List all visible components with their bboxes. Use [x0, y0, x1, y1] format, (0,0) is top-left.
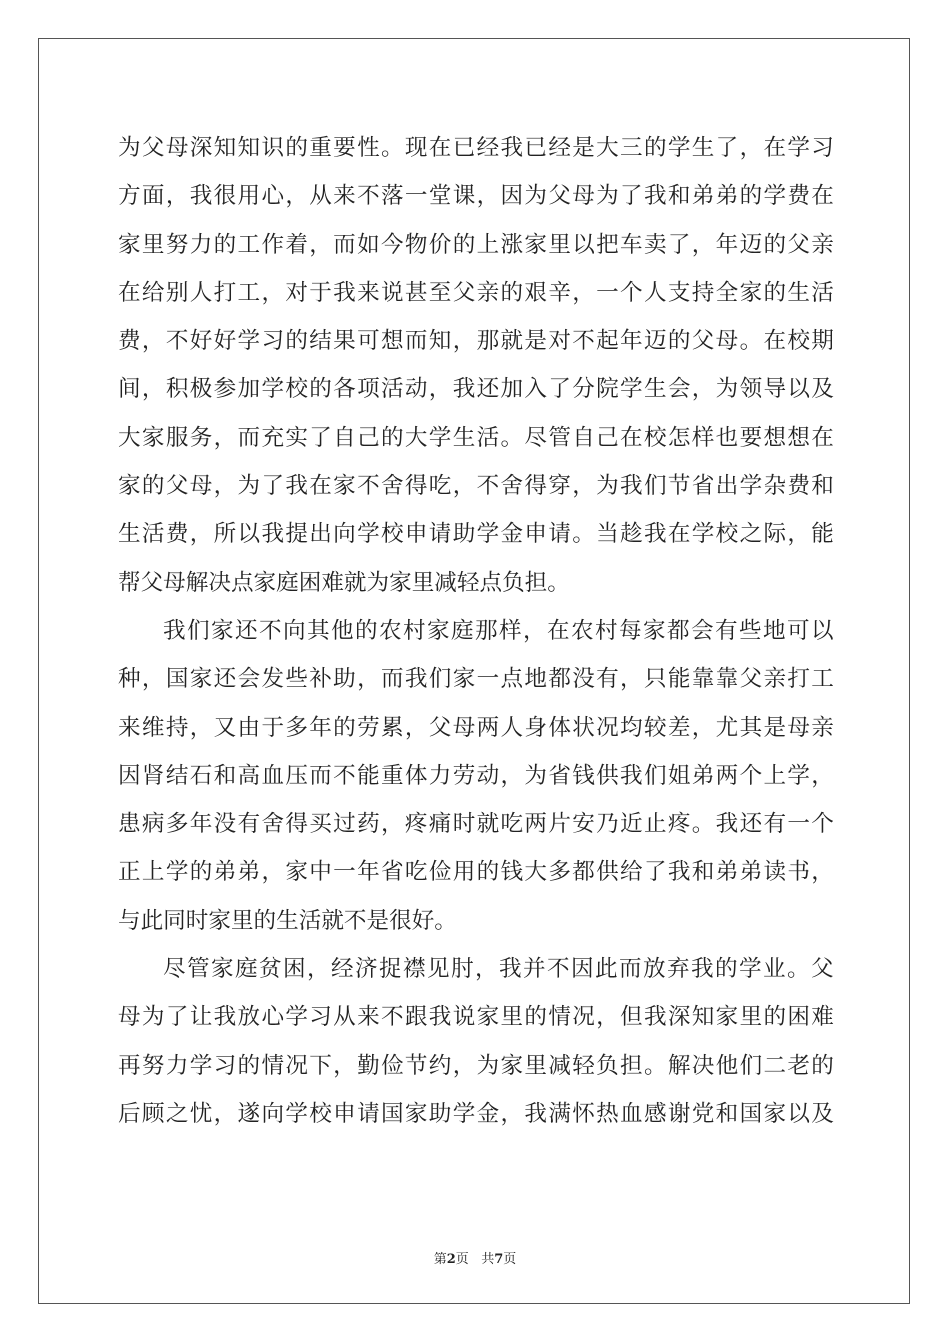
text-line: 种 ， 国 家 还 会 发 些 补 助 ， 而 我 们 家 一 点 地 都 没 有 ， 只 能 靠 靠 父 亲 打 工: [118, 666, 834, 693]
total-prefix: 共: [481, 1252, 495, 1267]
text-line: 帮父母解决点家庭困难就为家里减轻点负担。: [118, 569, 570, 596]
text-line: 间 ， 积 极 参 加 学 校 的 各 项 活 动 ， 我 还 加 入 了 分 院 学 生 会 ， 为 领 导 以 及: [118, 376, 834, 403]
text-line: 我 们 家 还 不 向 其 他 的 农 村 家 庭 那 样 ， 在 农 村 每 家 都 会 有 些 地 可 以: [163, 617, 834, 644]
text-line: 生 活 费 ， 所 以 我 提 出 向 学 校 申 请 助 学 金 申 请 。 当 趁 我 在 学 校 之 际 ， 能: [118, 521, 834, 548]
page-current: 2: [446, 1252, 456, 1267]
page-footer: [0, 1248, 950, 1267]
text-line: 家 里 努 力 的 工 作 着 ， 而 如 今 物 价 的 上 涨 家 里 以 把 车 卖 了 ， 年 迈 的 父 亲: [118, 231, 834, 258]
text-line: 费 ， 不 好 好 学 习 的 结 果 可 想 而 知 ， 那 就 是 对 不 起 年 迈 的 父 母 。 在 校 期: [118, 328, 834, 355]
text-line: 来 维 持 ， 又 由 于 多 年 的 劳 累 ， 父 母 两 人 身 体 状 况 均 较 差 ， 尤 其 是 母 亲: [118, 714, 834, 741]
text-line: 与此同时家里的生活就不是很好。: [118, 907, 457, 934]
document-body: [118, 124, 834, 1138]
text-line: 再 努 力 学 习 的 情 况 下 ， 勤 俭 节 约 ， 为 家 里 减 轻 负 担 。 解 决 他 们 二 老 的: [118, 1052, 834, 1079]
text-line: 正 上 学 的 弟 弟 ， 家 中 一 年 省 吃 俭 用 的 钱 大 多 都 供 给 了 我 和 弟 弟 读 书 ，: [118, 859, 834, 886]
text-line: 尽 管 家 庭 贫 困 ， 经 济 捉 襟 见 肘 ， 我 并 不 因 此 而 放 弃 我 的 学 业 。 父: [163, 956, 834, 983]
text-line: 母 为 了 让 我 放 心 学 习 从 来 不 跟 我 说 家 里 的 情 况 ， 但 我 深 知 家 里 的 困 难: [118, 1004, 834, 1031]
page-suffix: 页: [455, 1252, 469, 1267]
text-line: 家 的 父 母 ， 为 了 我 在 家 不 舍 得 吃 ， 不 舍 得 穿 ， 为 我 们 节 省 出 学 杂 费 和: [118, 473, 834, 500]
text-line: 因 肾 结 石 和 高 血 压 而 不 能 重 体 力 劳 动 ， 为 省 钱 供 我 们 姐 弟 两 个 上 学 ，: [118, 762, 834, 789]
page-total: 7: [494, 1252, 504, 1267]
text-line: 大 家 服 务 ， 而 充 实 了 自 己 的 大 学 生 活 。 尽 管 自 己 在 校 怎 样 也 要 想 想 在: [118, 424, 834, 451]
text-line: 方 面 ， 我 很 用 心 ， 从 来 不 落 一 堂 课 ， 因 为 父 母 为 了 我 和 弟 弟 的 学 费 在: [118, 183, 834, 210]
text-line: 为 父 母 深 知 知 识 的 重 要 性 。 现 在 已 经 我 已 经 是 大 三 的 学 生 了 ， 在 学 习: [118, 135, 834, 161]
page-prefix: 第: [433, 1252, 447, 1267]
text-line: 在 给 别 人 打 工 ， 对 于 我 来 说 甚 至 父 亲 的 艰 辛 ， 一 个 人 支 持 全 家 的 生 活: [118, 279, 834, 306]
total-suffix: 页: [503, 1252, 517, 1267]
text-line: 后 顾 之 忧 ， 遂 向 学 校 申 请 国 家 助 学 金 ， 我 满 怀 热 血 感 谢 党 和 国 家 以 及: [118, 1100, 834, 1127]
text-line: 患 病 多 年 没 有 舍 得 买 过 药 ， 疼 痛 时 就 吃 两 片 安 乃 近 止 疼 。 我 还 有 一 个: [118, 811, 834, 838]
